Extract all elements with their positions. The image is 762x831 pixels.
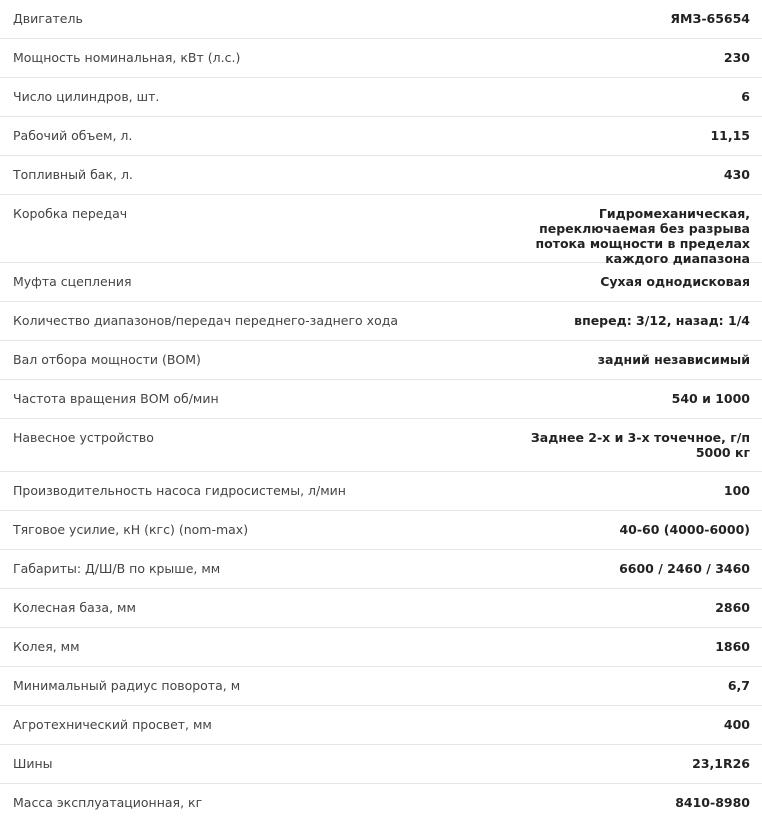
spec-value: 100 xyxy=(723,483,750,498)
spec-row-displacement xyxy=(0,117,762,156)
spec-row-clutch xyxy=(0,263,762,302)
spec-value: 6,7 xyxy=(727,678,750,693)
spec-row-wheelbase xyxy=(0,589,762,628)
spec-row-mass xyxy=(0,784,762,823)
spec-row-fuel-tank xyxy=(0,156,762,195)
spec-value: 430 xyxy=(723,167,750,182)
spec-label: Рабочий объем, л. xyxy=(13,128,133,143)
spec-value: 6 xyxy=(741,89,750,104)
spec-row-traction xyxy=(0,511,762,550)
spec-value: 2860 xyxy=(715,600,750,615)
spec-label: Двигатель xyxy=(13,11,83,26)
spec-row-dimensions xyxy=(0,550,762,589)
spec-value: 400 xyxy=(723,717,750,732)
spec-row-engine xyxy=(0,0,762,39)
spec-label: Количество диапазонов/передач переднего-заднего хода xyxy=(13,313,399,328)
spec-label: Производительность насоса гидросистемы, л/мин xyxy=(13,483,346,498)
spec-value: задний независимый xyxy=(597,352,750,367)
spec-row-gearbox xyxy=(0,195,762,266)
spec-label: Агротехнический просвет, мм xyxy=(13,717,212,732)
spec-label: Габариты: Д/Ш/В по крыше, мм xyxy=(13,561,221,576)
spec-label: Число цилиндров, шт. xyxy=(13,89,160,104)
spec-label: Колея, мм xyxy=(13,639,80,654)
spec-value: 540 и 1000 xyxy=(671,391,750,406)
spec-row-pto xyxy=(0,341,762,380)
spec-value: 23,1R26 xyxy=(692,756,750,771)
spec-value: 6600 / 2460 / 3460 xyxy=(619,561,750,576)
spec-label: Коробка передач xyxy=(13,206,128,221)
spec-row-gears xyxy=(0,302,762,341)
spec-value: 11,15 xyxy=(710,128,750,143)
spec-value: Сухая однодисковая xyxy=(600,274,750,289)
spec-value: ЯМЗ-65654 xyxy=(670,11,750,26)
spec-value: Гидромеханическая, переключаемая без разрыва потока мощности в пределах каждого диапазона xyxy=(535,206,750,266)
spec-value: 230 xyxy=(723,50,750,65)
spec-label: Шины xyxy=(13,756,53,771)
spec-value: 8410-8980 xyxy=(675,795,750,810)
spec-row-hitch xyxy=(0,419,762,472)
spec-row-track xyxy=(0,628,762,667)
spec-label: Муфта сцепления xyxy=(13,274,132,289)
spec-label: Тяговое усилие, кН (кгс) (nom-max) xyxy=(13,522,249,537)
spec-label: Минимальный радиус поворота, м xyxy=(13,678,241,693)
spec-row-tires xyxy=(0,745,762,784)
spec-row-pump xyxy=(0,472,762,511)
spec-row-power xyxy=(0,39,762,78)
spec-row-clearance xyxy=(0,706,762,745)
spec-label: Частота вращения ВОМ об/мин xyxy=(13,391,219,406)
spec-label: Топливный бак, л. xyxy=(13,167,133,182)
spec-row-turn-radius xyxy=(0,667,762,706)
spec-label: Навесное устройство xyxy=(13,430,154,445)
spec-value: 40-60 (4000-6000) xyxy=(619,522,750,537)
spec-label: Колесная база, мм xyxy=(13,600,136,615)
spec-label: Вал отбора мощности (ВОМ) xyxy=(13,352,201,367)
spec-value: 1860 xyxy=(715,639,750,654)
spec-row-cylinders xyxy=(0,78,762,117)
spec-row-pto-speed xyxy=(0,380,762,419)
spec-value: вперед: 3/12, назад: 1/4 xyxy=(574,313,750,328)
spec-label: Мощность номинальная, кВт (л.с.) xyxy=(13,50,241,65)
spec-label: Масса эксплуатационная, кг xyxy=(13,795,203,810)
spec-value: Заднее 2-х и 3-х точечное, г/п 5000 кг xyxy=(530,430,750,460)
